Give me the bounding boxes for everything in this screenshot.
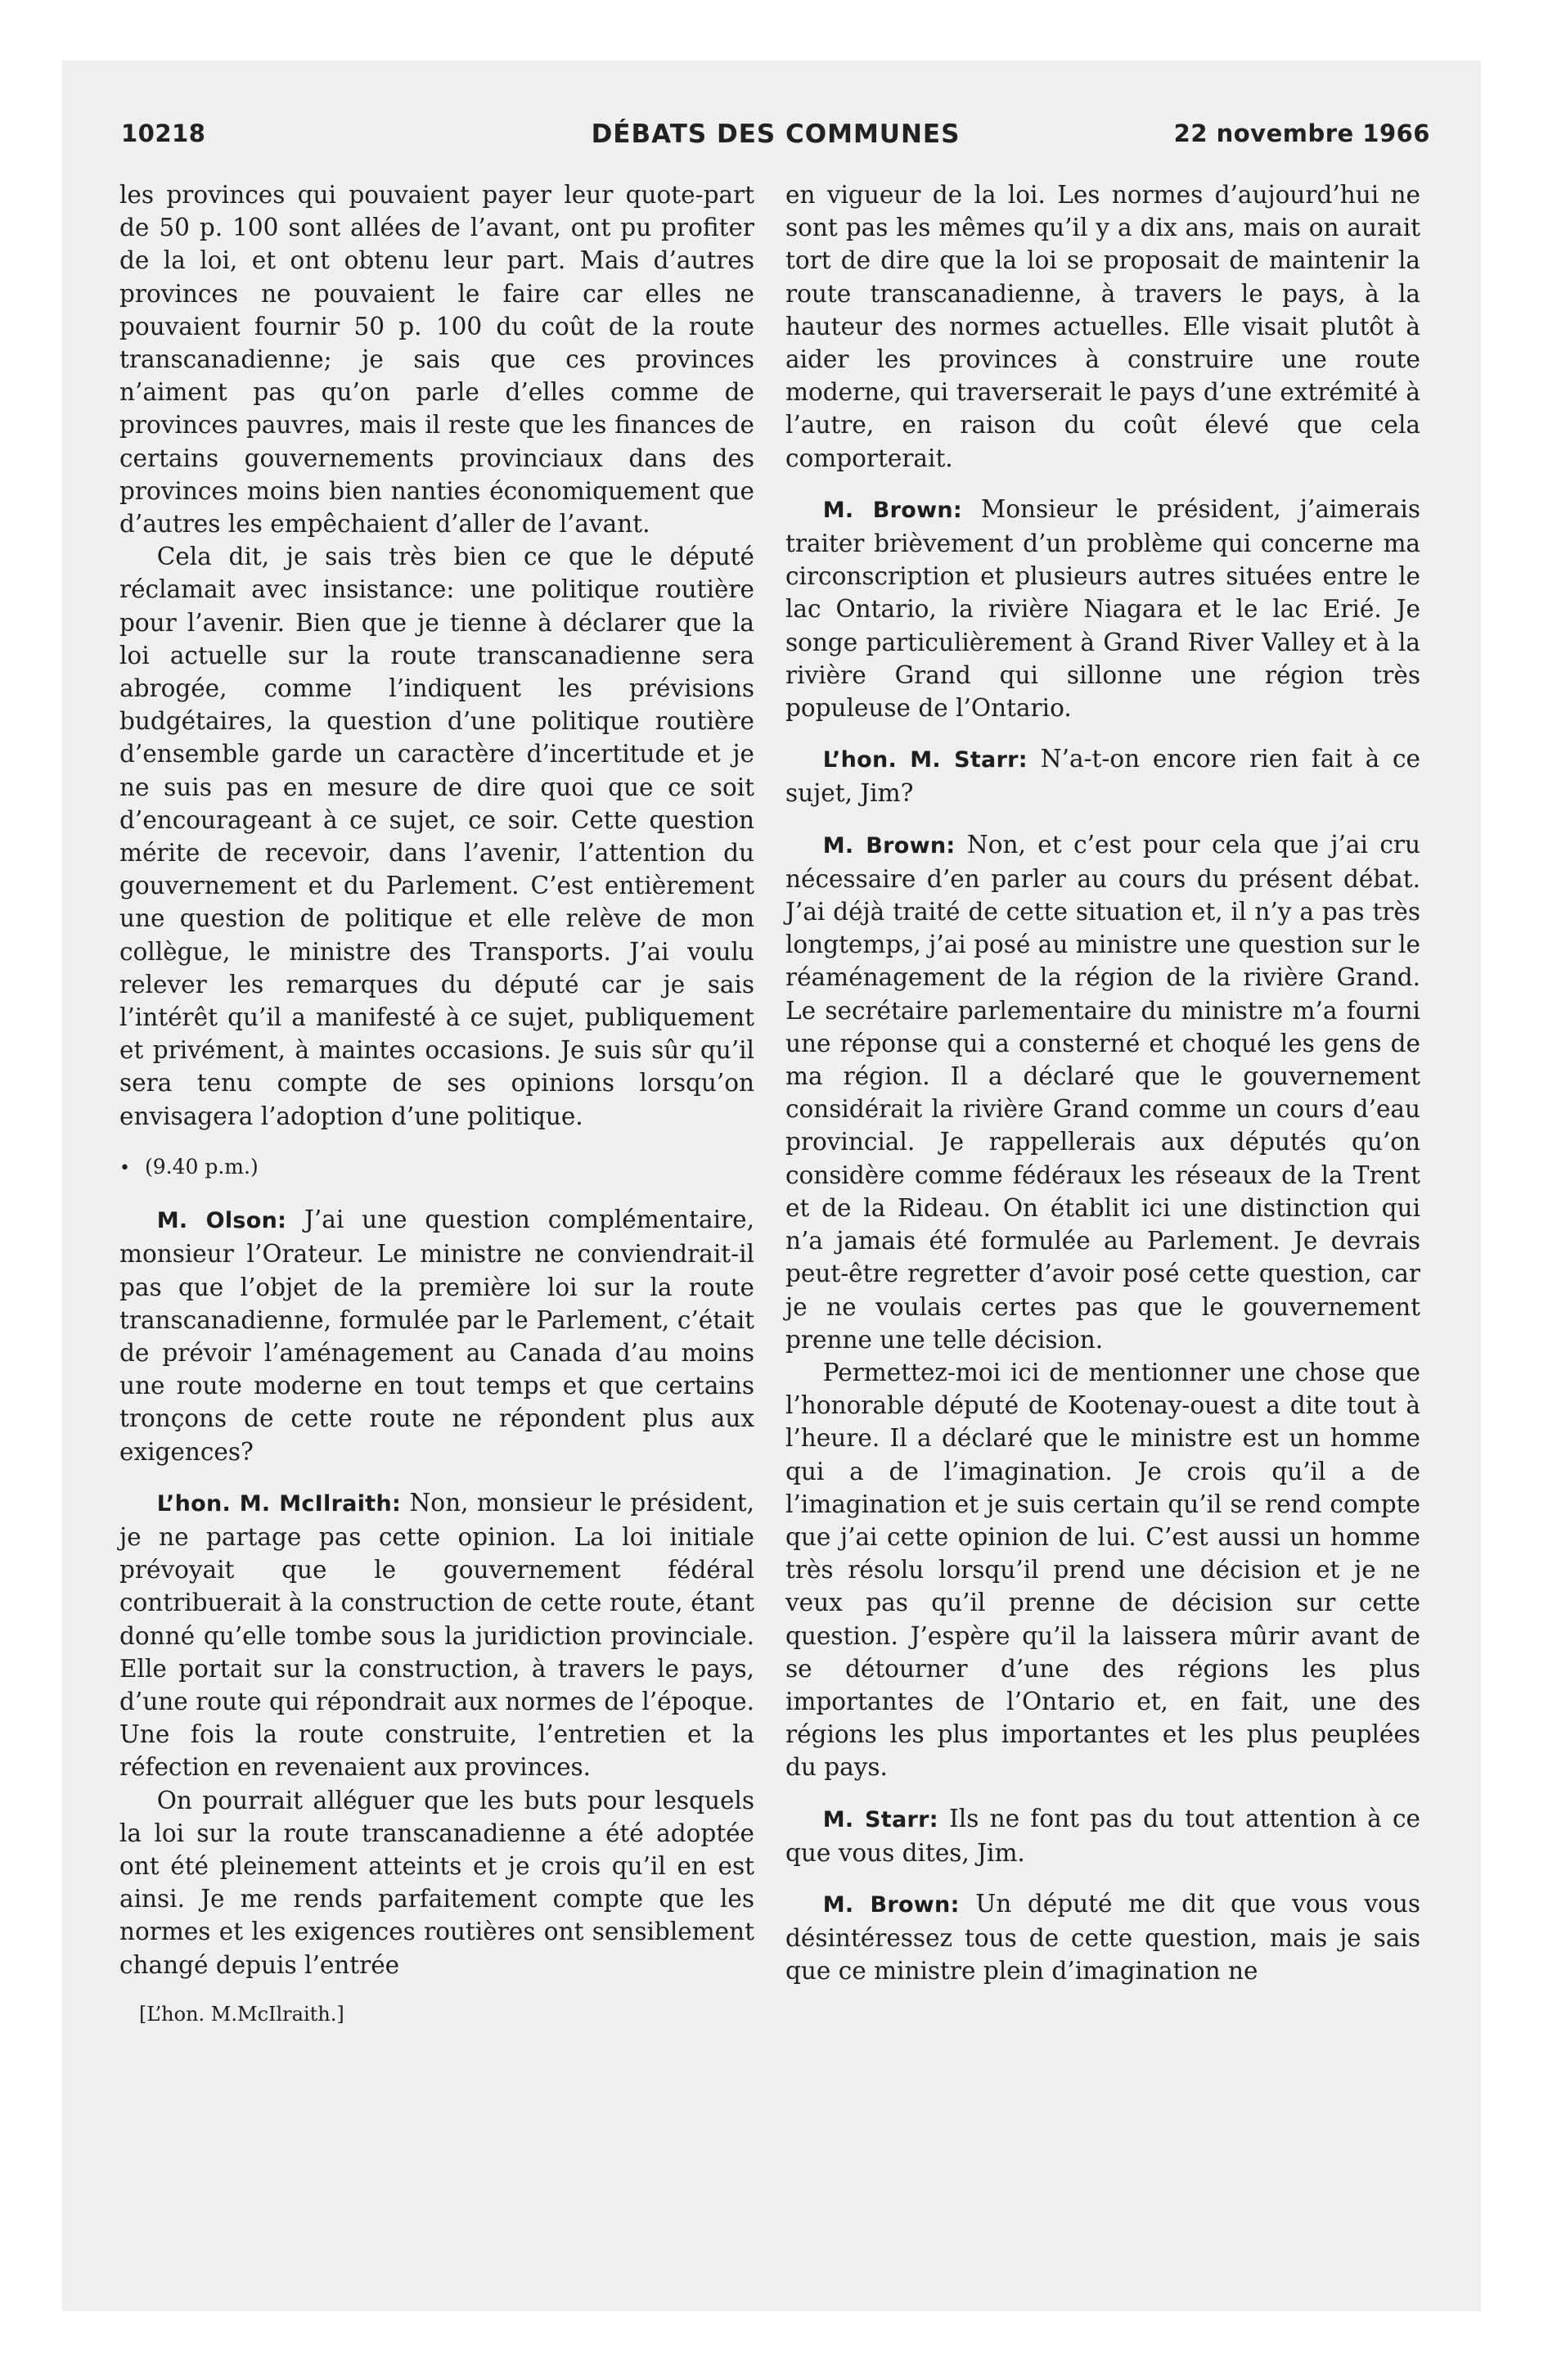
paragraph: Cela dit, je sais très bien ce que le député réclamait avec insistance: une politique routière pour l’avenir. Bien que je tienne à déclarer que la loi actuelle sur la route transcanadienne sera abrogée, comme l’indiquent les prévisions budgétaires, la question d’une politique routière d’ensemble garde un caractère d’incertitude et je ne suis pas en mesure de dire quoi que ce soit d’encourageant à ce sujet, ce soir. Cette question mérite de recevoir, dans l’avenir, l’attention du gouvernement et du Parlement. C’est entièrement une question de politique et elle relève de mon collègue, le ministre des Transports. J’ai voulu relever les remarques du député car je sais l’intérêt qu’il a manifesté à ce sujet, publiquement et privément, à maintes occasions. Je suis sûr qu’il sera tenu compte de ses opinions lorsqu’on envisagera l’adoption d’une politique.	[119, 543, 754, 1130]
page-number: 10218	[121, 119, 206, 147]
left-column	[119, 178, 754, 2031]
paragraph: On pourrait alléguer que les buts pour lesquels la loi sur la route transcanadienne a été adoptée ont été pleinement atteints et je crois qu’il en est ainsi. Je me rends parfaitement compte que les normes et les exigences routières ont sensiblement changé depuis l’entrée	[119, 1786, 754, 1979]
time-stamp-line	[119, 1151, 754, 1185]
running-title: DÉBATS DES COMMUNES	[591, 119, 961, 149]
header-date: 22 novembre 1966	[1173, 119, 1430, 147]
speaker-name: L’hon. M. McIlraith:	[156, 1490, 402, 1517]
time-stamp: (9.40 p.m.)	[144, 1154, 259, 1179]
speaker-name: M. Brown:	[822, 497, 963, 523]
speaker-footer: [L’hon. M.McIlraith.]	[139, 2002, 344, 2026]
paragraph: les provinces qui pouvaient payer leur quote-part de 50 p. 100 sont allées de l’avant, ont pu profiter de la loi, et ont obtenu leur part. Mais d’autres provinces ne pouvaient le faire car elles ne pouvaient fournir 50 p. 100 du coût de la route transcanadienne; je sais que ces provinces n’aiment pas qu’on parle d’elles comme de provinces pauvres, mais il reste que les finances de certains gouvernements provinciaux dans des provinces moins bien nanties économiquement que d’autres les empêchaient d’aller de l’avant.	[119, 181, 754, 539]
page-header	[121, 119, 1430, 160]
speaker-name: M. Starr:	[822, 1806, 938, 1832]
speech-text: N’a-t-on encore rien fait à ce sujet, Jim?	[785, 745, 1421, 808]
speech-text: Non, monsieur le président, je ne partage pas cette opinion. La loi initiale prévoyait que le gouvernement fédéral contribuerait à la construction de cette route, étant donné qu’elle tombe sous la juridiction provinciale. Elle portait sur la construction, à travers le pays, d’une route qui répondrait aux normes de l’époque. Une fois la route construite, l’entretien et la réfection en revenaient aux provinces.	[119, 1488, 754, 1782]
speech-text: Non, et c’est pour cela que j’ai cru nécessaire d’en parler au cours du présent débat. J’ai déjà traité de cette situation et, il n’y a pas très longtemps, j’ai posé au ministre une question sur le réaménagement de la région de la rivière Grand. Le secrétaire parlementaire du ministre m’a fourni une réponse qui a consterné et choqué les gens de ma région. Il a déclaré que le gouvernement considérait la rivière Grand comme un cours d’eau provincial. Je rappellerais aux députés qu’on considère comme fédéraux les réseaux de la Trent et de la Rideau. On établit ici une distinction qui n’a jamais été formulée au Parlement. Je devrais peut-être regretter d’avoir posé cette question, car je ne voulais certes pas que le gouvernement prenne une telle décision.	[785, 830, 1420, 1354]
right-column	[785, 178, 1420, 1988]
speech-text: Monsieur le président, j’aimerais traiter brièvement d’un problème qui concerne ma circonscription et plusieurs autres situées entre le lac Ontario, la rivière Niagara et le lac Erié. Je songe particulièrement à Grand River Valley et à la rivière Grand qui sillonne une région très populeuse de l’Ontario.	[785, 494, 1420, 723]
speech-starr	[785, 742, 1420, 809]
paragraph: Permettez-moi ici de mentionner une chose que l’honorable député de Kootenay-ouest a dite tout à l’heure. Il a déclaré que le ministre est un homme qui a de l’imagination. Je crois qu’il a de l’imagination et je suis certain qu’il se rend compte que j’ai cette opinion de lui. C’est aussi un homme très résolu lorsqu’il prend une décision et je ne veux pas qu’il prenne de décision sur cette question. J’espère qu’il la laissera mûrir avant de se détourner d’une des régions les plus importantes de l’Ontario et, en fait, une des régions les plus importantes et les plus peuplées du pays.	[785, 1358, 1420, 1782]
speaker-name: M. Brown:	[822, 832, 956, 859]
speaker-name: L’hon. M. Starr:	[822, 747, 1028, 773]
speech-brown	[785, 493, 1420, 724]
speech-text: J’ai une question complémentaire, monsieur l’Orateur. Le ministre ne conviendrait-il pas que l’objet de la première loi sur la route transcanadienne, formulée par le Parlement, c’était de prévoir l’aménagement au Canada d’au moins une route moderne en tout temps et que certains tronçons de cette route ne répondent plus aux exigences?	[119, 1206, 754, 1466]
bullet-icon: •	[119, 1157, 130, 1179]
speech-brown	[785, 1887, 1420, 1988]
speech-olson	[119, 1203, 754, 1468]
speech-mcilraith	[119, 1486, 754, 1784]
paragraph: en vigueur de la loi. Les normes d’aujourd’hui ne sont pas les mêmes qu’il y a dix ans, mais on aurait tort de dire que la loi se proposait de maintenir la route transcanadienne, à travers le pays, à la hauteur des normes actuelles. Elle visait plutôt à aider les provinces à construire une route moderne, qui traverserait le pays d’une extrémité à l’autre, en raison du coût élevé que cela comporterait.	[785, 181, 1420, 472]
speech-text: Un député me dit que vous vous désintéressez tous de cette question, mais je sais que ce ministre plein d’imagination ne	[785, 1889, 1420, 1986]
speech-text: Ils ne font pas du tout attention à ce que vous dites, Jim.	[785, 1804, 1420, 1867]
speech-brown	[785, 828, 1420, 1356]
speaker-name: M. Olson:	[156, 1208, 287, 1234]
speech-starr	[785, 1802, 1420, 1869]
speaker-name: M. Brown:	[822, 1891, 960, 1918]
